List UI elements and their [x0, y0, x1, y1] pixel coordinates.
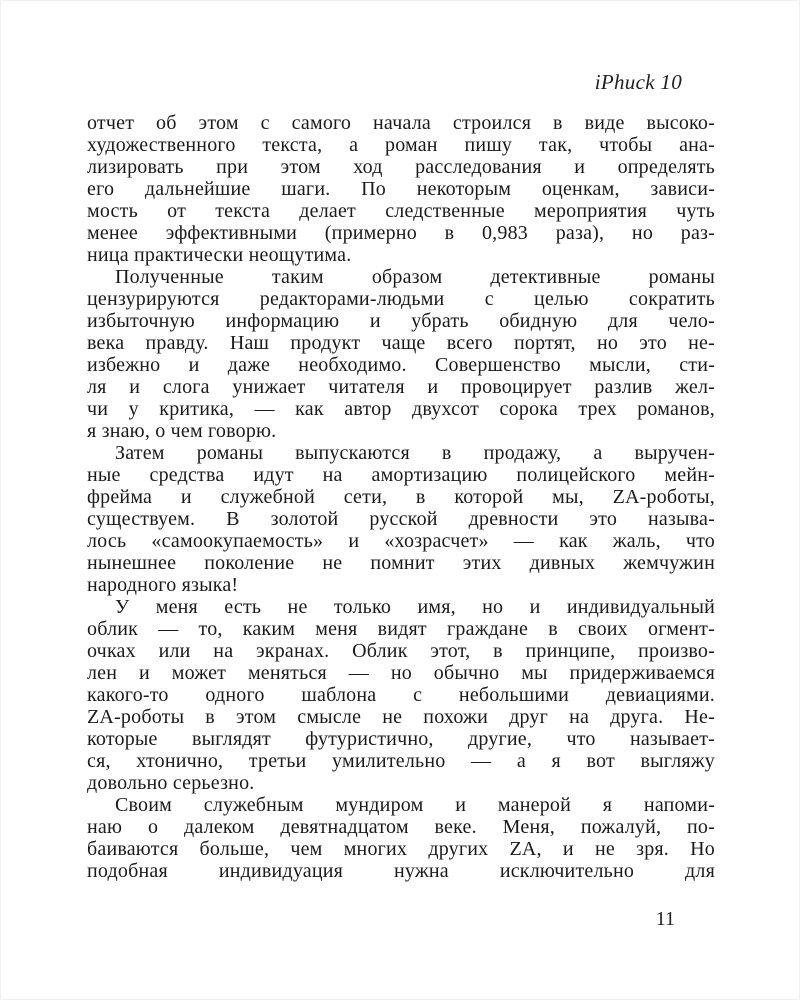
- text-line: отчет об этом с самого начала строился в виде высоко-: [87, 112, 715, 134]
- text-line: Своим служебным мундиром и манерой я напоми-: [115, 794, 715, 816]
- text-line: нынешнее поколение не помнит этих дивных жемчужин: [87, 552, 715, 574]
- text-line: наю о далеком девятнадцатом веке. Меня, пожалуй, по-: [87, 816, 715, 838]
- page-number: 11: [655, 908, 675, 930]
- text-line: существуем. В золотой русской древности это называ-: [87, 508, 715, 530]
- text-line: ся, хтонично, третьи умилительно — а я вот выгляжу: [87, 750, 715, 772]
- text-line: какого-то одного шаблона с небольшими девиациями.: [87, 684, 715, 706]
- text-line: ные средства идут на амортизацию полицейского мейн-: [87, 464, 715, 486]
- text-line: века правду. Наш продукт чаще всего портят, но это не-: [87, 332, 715, 354]
- text-line: народного языка!: [87, 574, 239, 596]
- text-line: избыточную информацию и убрать обидную для чело-: [87, 310, 715, 332]
- text-line: чи у критика, — как автор двухсот сорока трех романов,: [87, 398, 715, 420]
- text-line: мость от текста делает следственные мероприятия чуть: [87, 200, 715, 222]
- text-line: У меня есть не только имя, но и индивидуальный: [115, 596, 715, 618]
- text-line: довольно серьезно.: [87, 772, 255, 794]
- text-line: очках или на экранах. Облик этот, в принципе, произво-: [87, 640, 715, 662]
- text-line: фрейма и служебной сети, в которой мы, ZA-роботы,: [87, 486, 715, 508]
- text-line: я знаю, о чем говорю.: [87, 420, 277, 442]
- body-text: [87, 112, 715, 882]
- text-line: ница практически неощутима.: [87, 244, 352, 266]
- text-line: ля и слога унижает читателя и провоцирует разлив жел-: [87, 376, 715, 398]
- text-line: цензурируются редакторами-людьми с целью сократить: [87, 288, 715, 310]
- text-line: которые выглядят футуристично, другие, что называет-: [87, 728, 715, 750]
- text-line: облик — то, каким меня видят граждане в своих огмент-: [87, 618, 715, 640]
- text-line: лось «самоокупаемость» и «хозрасчет» — как жаль, что: [87, 530, 715, 552]
- text-line: художественного текста, а роман пишу так, чтобы ана-: [87, 134, 715, 156]
- text-line: лизировать при этом ход расследования и определять: [87, 156, 715, 178]
- text-line: Полученные таким образом детективные романы: [115, 266, 715, 288]
- text-line: подобная индивидуация нужна исключительно для: [87, 860, 715, 882]
- text-line: лен и может меняться — но обычно мы придерживаемся: [87, 662, 715, 684]
- text-line: менее эффективными (примерно в 0,983 раза), но раз-: [87, 222, 715, 244]
- running-header: iPhuck 10: [594, 70, 682, 94]
- text-line: баиваются больше, чем многих других ZA, и не зря. Но: [87, 838, 715, 860]
- text-line: его дальнейшие шаги. По некоторым оценкам, зависи-: [87, 178, 715, 200]
- text-line: ZA-роботы в этом смысле не похожи друг на друга. Не-: [87, 706, 715, 728]
- text-line: избежно и даже необходимо. Совершенство мысли, сти-: [87, 354, 715, 376]
- text-line: Затем романы выпускаются в продажу, а выручен-: [115, 442, 715, 464]
